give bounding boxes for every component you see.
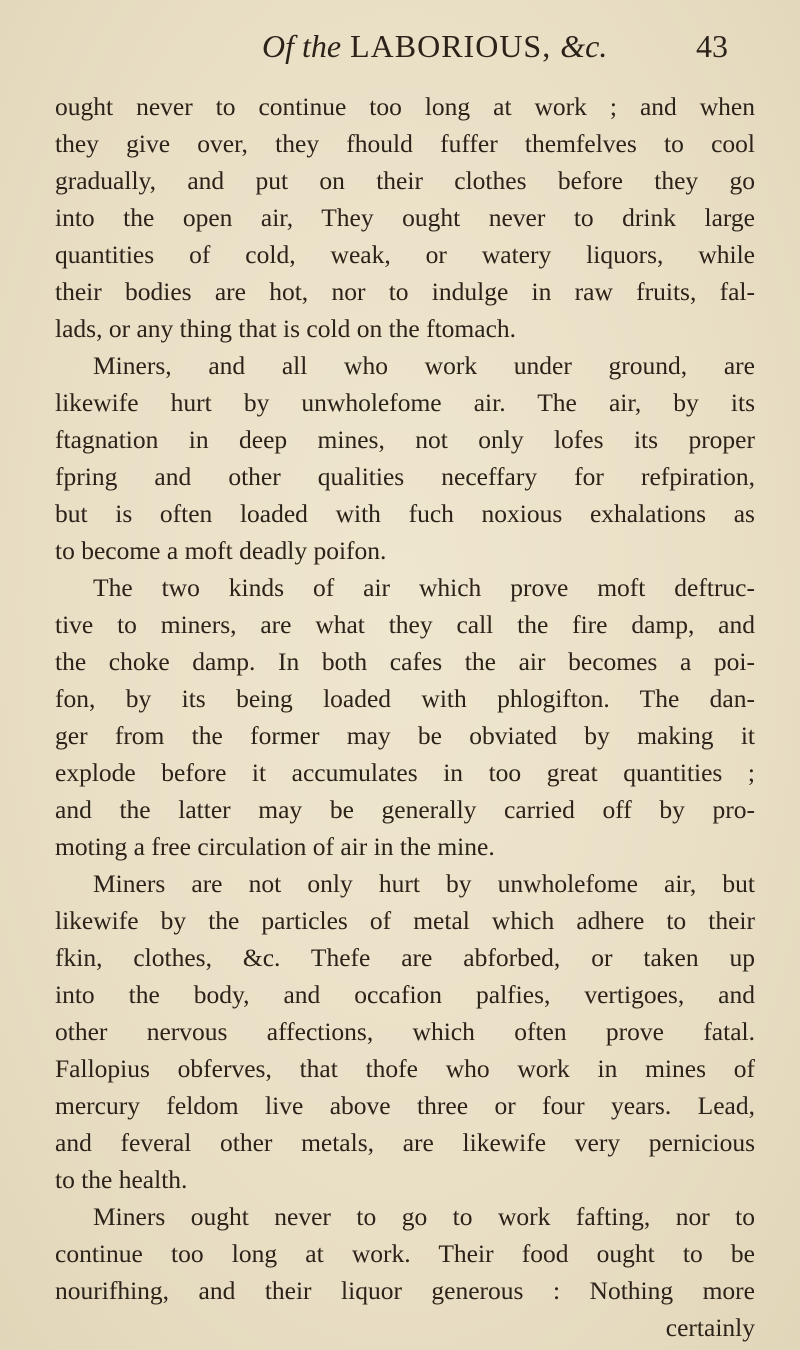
paragraph-start-line: Miners ought never to go to work fafting, nor to: [93, 1202, 755, 1231]
text-line: fon, by its being loaded with phlogifton. The dan-: [55, 684, 755, 713]
running-head-title: LABORIOUS,: [350, 28, 552, 64]
text-line: and the latter may be generally carried off by pro-: [55, 795, 755, 824]
text-line: and feveral other metals, are likewife very pernicious: [55, 1128, 755, 1157]
text-line: they give over, they fhould fuffer themfelves to cool: [55, 129, 755, 158]
text-line: lads, or any thing that is cold on the ftomach.: [55, 314, 517, 343]
text-line: likewife hurt by unwholefome air. The air, by its: [55, 388, 755, 417]
text-line: into the open air, They ought never to drink large: [55, 203, 755, 232]
text-line: fpring and other qualities neceffary for refpiration,: [55, 462, 755, 491]
running-head: [262, 28, 607, 65]
paragraph-start-line: The two kinds of air which prove moft deftruc-: [93, 573, 755, 602]
paragraph-start-line: Miners, and all who work under ground, are: [93, 351, 755, 380]
text-line: ought never to continue too long at work ; and when: [55, 92, 755, 121]
text-line: to the health.: [55, 1165, 188, 1194]
running-head-suffix: &c.: [560, 28, 608, 64]
text-line: tive to miners, are what they call the fire damp, and: [55, 610, 755, 639]
text-line: Fallopius obferves, that thofe who work in mines of: [55, 1054, 755, 1083]
text-line: to become a moft deadly poifon.: [55, 536, 387, 565]
page-header: [0, 28, 800, 78]
text-line: mercury feldom live above three or four years. Lead,: [55, 1091, 755, 1120]
text-line: their bodies are hot, nor to indulge in raw fruits, fal-: [55, 277, 755, 306]
text-line: but is often loaded with fuch noxious exhalations as: [55, 499, 755, 528]
text-line: moting a free circulation of air in the mine.: [55, 832, 495, 861]
text-line: continue too long at work. Their food ought to be: [55, 1239, 755, 1268]
text-line: fkin, clothes, &c. Thefe are abforbed, or taken up: [55, 943, 755, 972]
text-line: gradually, and put on their clothes before they go: [55, 166, 755, 195]
text-line: other nervous affections, which often prove fatal.: [55, 1017, 755, 1046]
paragraph-start-line: Miners are not only hurt by unwholefome air, but: [93, 869, 755, 898]
running-head-prefix: Of the: [262, 28, 342, 64]
text-line: explode before it accumulates in too great quantities ;: [55, 758, 755, 787]
page-number: 43: [696, 28, 728, 64]
text-line: into the body, and occafion palfies, vertigoes, and: [55, 980, 755, 1009]
text-line: likewife by the particles of metal which adhere to their: [55, 906, 755, 935]
catchword: certainly: [665, 1313, 755, 1342]
text-line: quantities of cold, weak, or watery liquors, while: [55, 240, 755, 269]
text-line: ger from the former may be obviated by making it: [55, 721, 755, 750]
text-line: the choke damp. In both cafes the air becomes a poi-: [55, 647, 755, 676]
text-line: ftagnation in deep mines, not only lofes its proper: [55, 425, 755, 454]
text-line: nourifhing, and their liquor generous : Nothing more: [55, 1276, 755, 1305]
